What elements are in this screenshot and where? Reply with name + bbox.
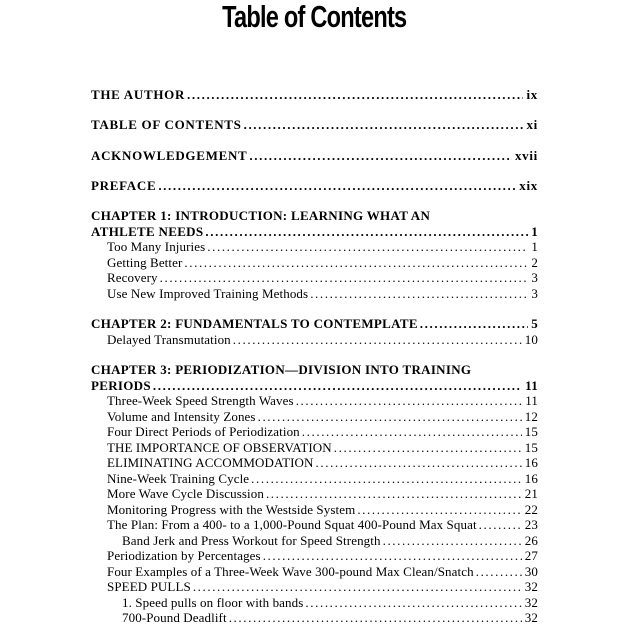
page-number: 10: [524, 331, 538, 347]
page-number: 1: [531, 239, 538, 255]
toc-entry: [91, 517, 538, 533]
entry-label: THE AUTHOR: [91, 87, 186, 102]
toc-chapter: [91, 316, 538, 332]
page-title: Table of Contents: [222, 0, 407, 34]
dot-leader: [418, 316, 528, 332]
toc-entry: [91, 424, 538, 440]
page-number: 5: [531, 316, 538, 332]
page-number: 3: [531, 270, 538, 286]
page-number: 30: [524, 563, 538, 579]
page-number: xvii: [514, 147, 538, 163]
page-header: [0, 0, 629, 32]
toc-entry: [91, 270, 538, 286]
entry-label: PREFACE: [91, 177, 157, 193]
page-number: 21: [524, 486, 538, 502]
entry-label: THE IMPORTANCE OF OBSERVATION: [107, 439, 332, 455]
dot-leader: [332, 440, 522, 456]
page-number: xi: [526, 117, 538, 133]
page-number: 3: [531, 285, 538, 301]
entry-label: Delayed Transmutation: [107, 331, 231, 347]
entry-label: Periodization by Percentages: [107, 548, 261, 564]
page-number: 11: [525, 377, 538, 393]
dot-leader: [185, 87, 523, 103]
dot-leader: [300, 424, 522, 440]
page-number: 2: [531, 254, 538, 270]
page-number: 27: [524, 548, 538, 564]
toc-list: [91, 87, 538, 626]
page-number: 32: [524, 579, 538, 595]
entry-label: ATHLETE NEEDS: [91, 223, 204, 239]
dot-leader: [227, 610, 522, 626]
dot-leader: [477, 517, 522, 533]
entry-label: Nine-Week Training Cycle: [107, 470, 250, 486]
toc-entry: [91, 595, 538, 611]
dot-leader: [294, 393, 523, 409]
dot-leader: [264, 486, 522, 502]
dot-leader: [182, 255, 528, 271]
dot-leader: [203, 224, 528, 240]
page-number: 1: [531, 223, 538, 239]
toc-entry: [91, 610, 538, 626]
toc-entry: [91, 316, 538, 332]
entry-label: 700-Pound Deadlift: [122, 610, 227, 626]
entry-label: Too Many Injuries: [107, 239, 206, 255]
toc-entry: [91, 548, 538, 564]
dot-leader: [303, 595, 521, 611]
entry-label: Four Direct Periods of Periodization: [107, 424, 300, 440]
toc-entry: [91, 579, 538, 595]
entry-label: 1. Speed pulls on floor with bands: [122, 594, 304, 610]
toc-entry: [91, 471, 538, 487]
dot-leader: [151, 378, 522, 394]
toc-entry: [91, 286, 538, 302]
chapter-title-line: CHAPTER 3: PERIODIZATION—DIVISION INTO TRAINING: [91, 362, 472, 378]
dot-leader: [242, 117, 524, 133]
entry-label: ACKNOWLEDGEMENT: [91, 147, 248, 163]
entry-label: Monitoring Progress with the Westside System: [107, 501, 356, 517]
toc-entry: [91, 117, 538, 133]
toc-chapter: [91, 362, 538, 393]
toc-entry: [91, 564, 538, 580]
page-number: 23: [524, 517, 538, 533]
entry-label: ELIMINATING ACCOMMODATION: [107, 455, 314, 471]
entry-label: TABLE OF CONTENTS: [91, 117, 242, 133]
entry-label: The Plan: From a 400- to a 1,000-Pound Squat 400-Pound Max Squat: [107, 517, 477, 533]
dot-leader: [261, 548, 522, 564]
toc-entry: [91, 440, 538, 456]
dot-leader: [158, 270, 529, 286]
page-number: xix: [519, 177, 538, 193]
toc-chapter: [91, 208, 538, 239]
toc-entry: [91, 393, 538, 409]
toc-entry: [91, 255, 538, 271]
dot-leader: [191, 579, 522, 595]
dot-leader: [308, 286, 528, 302]
dot-leader: [355, 502, 521, 518]
dot-leader: [474, 564, 522, 580]
page-number: 12: [524, 408, 538, 424]
dot-leader: [247, 148, 512, 164]
page-number: 22: [524, 501, 538, 517]
chapter-title-line: CHAPTER 1: INTRODUCTION: LEARNING WHAT AN: [91, 208, 431, 224]
entry-label: Four Examples of a Three-Week Wave 300-pound Max Clean/Snatch: [107, 563, 474, 579]
toc-entry: [91, 409, 538, 425]
entry-label: SPEED PULLS: [107, 579, 191, 595]
page-number: 16: [524, 455, 538, 471]
page-number: ix: [526, 87, 538, 102]
toc-entry: [91, 486, 538, 502]
page-number: 15: [524, 424, 538, 440]
page-number: 32: [524, 594, 538, 610]
dot-leader: [231, 332, 522, 348]
dot-leader: [381, 533, 522, 549]
toc-entry: [91, 178, 538, 194]
toc-entry: [91, 502, 538, 518]
entry-label: More Wave Cycle Discussion: [107, 486, 264, 502]
page-number: 16: [524, 470, 538, 486]
dot-leader: [156, 178, 516, 194]
toc-entry: [91, 455, 538, 471]
entry-label: Recovery: [107, 270, 158, 286]
dot-leader: [314, 455, 522, 471]
page-number: 15: [524, 439, 538, 455]
toc-entry: [91, 148, 538, 164]
entry-label: CHAPTER 2: FUNDAMENTALS TO CONTEMPLATE: [91, 316, 418, 332]
toc-entry: [91, 239, 538, 255]
page-number: 11: [525, 393, 538, 409]
entry-label: Getting Better: [107, 254, 183, 270]
dot-leader: [205, 239, 528, 255]
toc-entry: [91, 378, 538, 394]
entry-label: Volume and Intensity Zones: [107, 408, 256, 424]
toc-entry: [91, 87, 538, 103]
page-number: 32: [524, 610, 538, 626]
entry-label: Three-Week Speed Strength Waves: [107, 393, 294, 409]
entry-label: Band Jerk and Press Workout for Speed Strength: [122, 532, 381, 548]
toc-entry: [91, 332, 538, 348]
page-number: 26: [524, 532, 538, 548]
entry-label: Use New Improved Training Methods: [107, 285, 309, 301]
entry-label: PERIODS: [91, 377, 151, 393]
dot-leader: [249, 471, 522, 487]
toc-entry: [91, 224, 538, 240]
dot-leader: [256, 409, 522, 425]
toc-entry: [91, 533, 538, 549]
